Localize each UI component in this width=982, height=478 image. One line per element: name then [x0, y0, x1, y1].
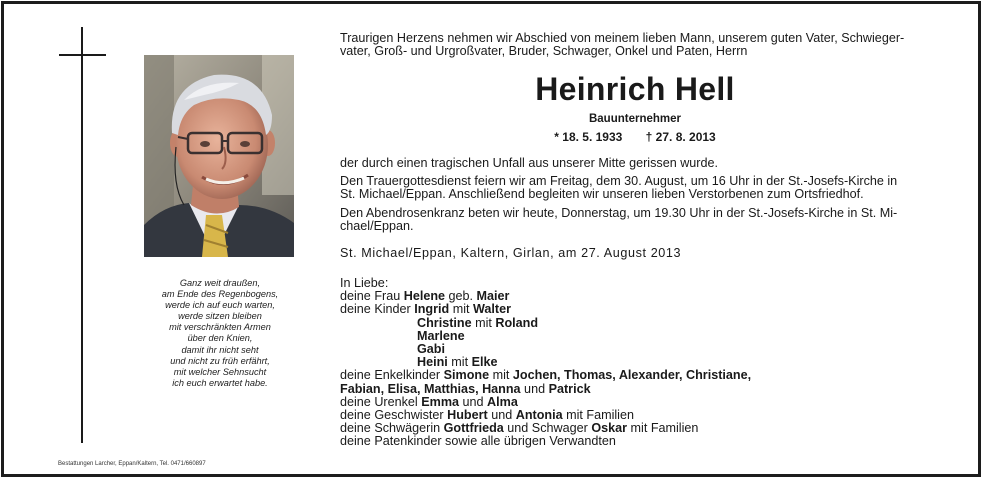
cross-horizontal-beam [59, 54, 106, 56]
intro-text [340, 32, 930, 59]
poem-line: über den Knien, [187, 333, 253, 344]
family-child: Heini mit Elke [417, 355, 498, 370]
place-and-date: St. Michael/Eppan, Kaltern, Girlan, am 27. August 2013 [340, 246, 682, 260]
family-wife: deine Frau Helene geb. Maier [340, 289, 510, 304]
poem-line: Ganz weit draußen, [179, 278, 261, 288]
poem-line: ich euch erwartet habe. [172, 377, 268, 388]
funeral-line-1: Den Trauergottesdienst feiern wir am Freitag, dem 30. August, um 16 Uhr in der St.-Josefs-Kirche in [340, 174, 898, 188]
poem [140, 278, 300, 389]
rosary-paragraph [340, 207, 930, 234]
family-children: deine Kinder Ingrid mit Walter [340, 302, 512, 317]
poem-line: mit verschränkten Armen [169, 322, 271, 333]
portrait-photo [144, 55, 294, 257]
family-grandchildren: Fabian, Elisa, Matthias, Hanna und Patrick [340, 381, 591, 396]
funeral-home-footer: Bestattungen Larcher, Eppan/Kaltern, Tel. 0471/660897 [58, 461, 206, 467]
intro-line-1: Traurigen Herzens nehmen wir Abschied von meinem lieben Mann, unserem guten Vater, Schwieger- [340, 31, 905, 45]
family-child: Gabi [417, 341, 445, 356]
cross-vertical-beam [81, 27, 83, 443]
poem-line: und nicht zu früh erfährt, [170, 355, 270, 366]
poem-line: damit ihr nicht seht [181, 344, 259, 355]
family-child: Marlene [417, 328, 465, 343]
deceased-occupation: Bauunternehmer [588, 113, 682, 125]
funeral-line-2: St. Michael/Eppan. Anschließend begleiten wir unseren lieben Verstorbenen zum Ortsfriedhof. [340, 187, 864, 202]
family-grandchildren: deine Enkelkinder Simone mit Jochen, Thomas, Alexander, Christiane, [340, 368, 752, 383]
rosary-line-2: chael/Eppan. [340, 219, 414, 234]
rosary-line-1: Den Abendrosenkranz beten wir heute, Donnerstag, um 19.30 Uhr in der St.-Josefs-Kirche in St. Mi- [340, 206, 898, 220]
funeral-paragraph [340, 175, 930, 202]
accident-line: der durch einen tragischen Unfall aus unserer Mitte gerissen wurde. [340, 156, 719, 170]
intro-line-2: vater, Groß- und Urgroßvater, Bruder, Schwager, Onkel und Paten, Herrn [340, 44, 748, 59]
poem-line: werde ich auf euch warten, [165, 300, 275, 311]
deceased-name: Heinrich Hell [535, 71, 735, 107]
in-love-heading: In Liebe: [340, 276, 389, 290]
family-great-grandchildren: deine Urenkel Emma und Alma [340, 394, 518, 409]
accident-paragraph [340, 157, 930, 170]
poem-line: werde sitzen bleiben [178, 311, 262, 322]
family-siblings: deine Geschwister Hubert und Antonia mit Familien [340, 407, 634, 422]
poem-line: mit welcher Sehnsucht [173, 366, 267, 377]
poem-line: am Ende des Regenbogens, [161, 289, 279, 300]
family-godchildren: deine Patenkinder sowie alle übrigen Verwandten [340, 434, 616, 449]
family-list [340, 277, 940, 448]
family-child: Christine mit Roland [417, 315, 539, 330]
life-dates [340, 130, 930, 144]
death-date: † 27. 8. 2013 [645, 130, 716, 144]
birth-date: * 18. 5. 1933 [554, 130, 623, 144]
family-in-laws: deine Schwägerin Gottfrieda und Schwager Oskar mit Familien [340, 421, 699, 436]
